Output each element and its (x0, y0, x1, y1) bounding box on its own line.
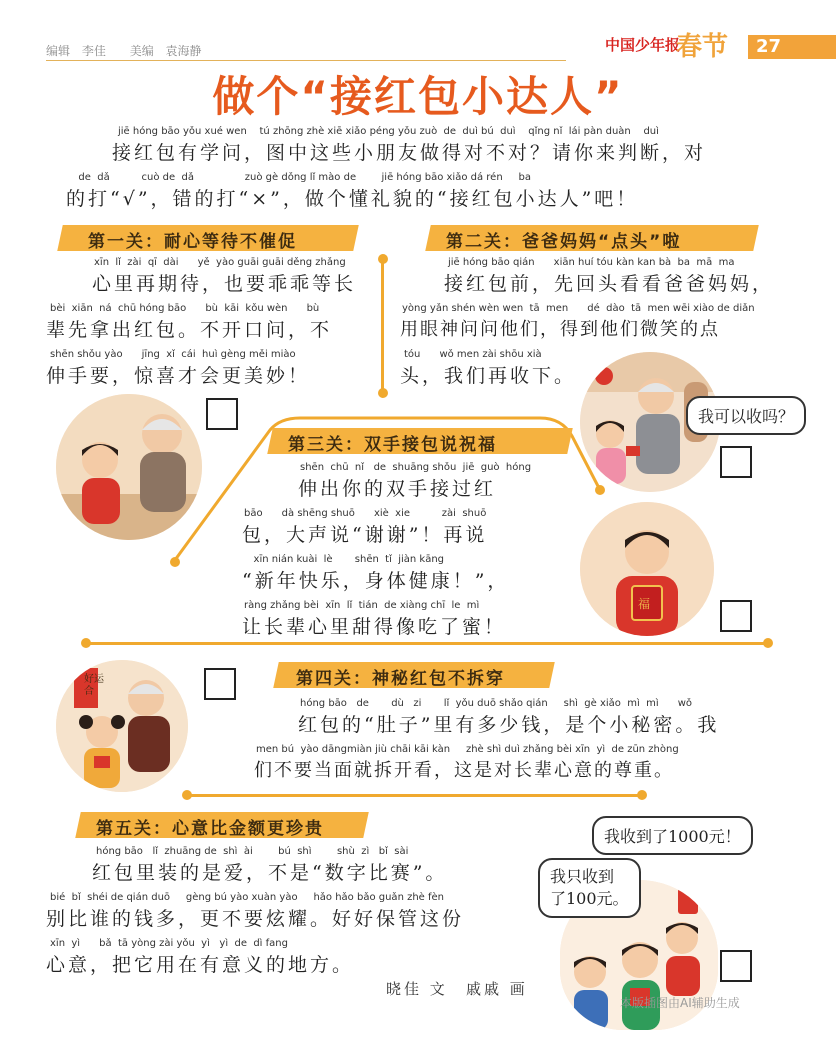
page-number: 27 (756, 36, 782, 57)
bubble-100-line-1: 我只收到 (550, 867, 615, 886)
level4-line-1: 红包的“肚子”里有多少钱，是个小秘密。我 (298, 714, 720, 736)
connector-dot (763, 638, 773, 648)
level3-pinyin-4: ràng zhǎng bèi xīn lǐ tián de xiàng chī le mì (244, 600, 480, 611)
level5-speech-bubble-1000: 我收到了1000元！ (592, 816, 753, 855)
level1-illustration (56, 394, 202, 540)
child-red-envelope-image (580, 502, 714, 636)
divider-line (86, 642, 768, 645)
header-divider (46, 60, 566, 61)
intro-pinyin-1: jiē hóng bāo yǒu xué wen tú zhōng zhè xiē xiǎo péng yǒu zuò de duì bú duì qǐng nǐ lái pàn duàn duì (118, 126, 659, 137)
level1-line-3: 伸手要，惊喜才会更美妙！ (46, 365, 311, 387)
level1-line-2: 辈先拿出红包。不开口问，不 (46, 319, 333, 341)
art-editor-label: 美编 (129, 44, 154, 58)
level2-line-3: 头，我们再收下。 (400, 365, 577, 387)
level1-banner: 第一关：耐心等待不催促 (88, 232, 297, 252)
level5-line-3: 心意，把它用在有意义的地方。 (46, 954, 355, 976)
intro-line-1: 接红包有学问，图中这些小朋友做得对不对？请你来判断，对 (112, 142, 707, 164)
level5-line-1: 红包里装的是爱，不是“数字比赛”。 (92, 862, 448, 884)
level2-line-1: 接红包前，先回头看看爸爸妈妈， (444, 273, 775, 295)
art-editor-name: 袁海静 (165, 44, 202, 58)
author-credit: 晓佳 文 (386, 980, 448, 998)
level3-line-3: “新年快乐，身体健康！”， (242, 570, 510, 592)
level2-line-2: 用眼神问问他们，得到他们微笑的点 (400, 319, 720, 340)
level4-illustration (56, 660, 188, 792)
level3-checkbox[interactable] (720, 600, 752, 632)
level3-pinyin-1: shēn chū nǐ de shuāng shǒu jiē guò hóng (300, 462, 532, 473)
level5-speech-bubble-100 (538, 858, 641, 918)
level4-pinyin-1: hóng bāo de dù zi lǐ yǒu duō shǎo qián shì gè xiǎo mì mì wǒ (300, 698, 693, 709)
brand-logo: 中国少年报 (605, 36, 681, 54)
level5-pinyin-2: bié bǐ shéi de qián duō gèng bú yào xuàn yào hǎo hǎo bǎo guǎn zhè fèn (50, 892, 445, 903)
level1-pinyin-2: bèi xiān ná chū hóng bāo bù kāi kǒu wèn bù (50, 303, 320, 314)
svg-text:福: 福 (638, 597, 651, 611)
level5-checkbox[interactable] (720, 950, 752, 982)
ai-generated-note: 本版插图由AI辅助生成 (620, 996, 740, 1010)
girl-grandpa-image (56, 660, 188, 792)
intro-pinyin-2: de dǎ cuò de dǎ zuò gè dǒng lǐ mào de jiē hóng bāo xiǎo dá rén ba (72, 172, 532, 183)
grandpa-child-image (56, 394, 202, 540)
level5-banner: 第五关：心意比金额更珍贵 (96, 819, 324, 839)
editor-label: 编辑 (46, 44, 71, 58)
divider-line (186, 794, 642, 797)
level2-speech-bubble: 我可以收吗？ (686, 396, 806, 435)
level2-checkbox[interactable] (720, 446, 752, 478)
level1-pinyin-3: shēn shǒu yào jīng xǐ cái huì gèng měi miào (50, 349, 296, 360)
level3-banner: 第三关：双手接包说祝福 (288, 435, 497, 455)
level5-pinyin-3: xīn yì bǎ tā yòng zài yǒu yì yì de dì fang (50, 938, 288, 949)
level1-line-1: 心里再期待，也要乖乖等长 (92, 273, 357, 295)
level4-checkbox[interactable] (204, 668, 236, 700)
level3-illustration (580, 502, 714, 636)
connector-dot (378, 254, 388, 264)
section-name: 春节 (676, 32, 729, 62)
level2-pinyin-2: yòng yǎn shén wèn wen tā men dé dào tā men wēi xiào de diǎn (402, 303, 755, 314)
level4-banner: 第四关：神秘红包不拆穿 (296, 669, 505, 689)
level2-pinyin-1: jiē hóng bāo qián xiān huí tóu kàn kan bà ba mā ma (448, 257, 735, 268)
lucky-sign-text: 好运合 (84, 674, 104, 697)
connector-dot (81, 638, 91, 648)
level3-line-2: 包，大声说“谢谢”！再说 (242, 524, 488, 546)
level4-line-2: 们不要当面就拆开看，这是对长辈心意的尊重。 (254, 760, 674, 781)
editor-credits (46, 42, 210, 59)
level3-pinyin-2: bāo dà shēng shuō xiè xie zài shuō (244, 508, 487, 519)
connector-dot (182, 790, 192, 800)
bubble-100-line-2: 了100元。 (550, 889, 629, 908)
level2-banner: 第二关：爸爸妈妈“点头”啦 (446, 232, 682, 252)
artist-credit: 戚戚 画 (466, 980, 528, 998)
intro-line-2: 的打“√”，错的打“×”，做个懂礼貌的“接红包小达人”吧！ (66, 188, 639, 210)
level5-pinyin-1: hóng bāo lǐ zhuāng de shì ài bú shì shù zì bǐ sài (96, 846, 409, 857)
connector-dot (378, 388, 388, 398)
page-title: 做个“接红包小达人” (212, 72, 624, 121)
level4-pinyin-2: men bú yào dāngmiàn jiù chāi kāi kàn zhè shì duì zhǎng bèi xīn yì de zūn zhòng (256, 744, 679, 755)
level3-line-1: 伸出你的双手接过红 (298, 478, 497, 500)
level2-pinyin-3: tóu wǒ men zài shōu xià (404, 349, 542, 360)
level3-pinyin-3: xīn nián kuài lè shēn tǐ jiàn kāng (244, 554, 445, 565)
level3-line-4: 让长辈心里甜得像吃了蜜！ (242, 616, 507, 638)
editor-name: 李佳 (81, 44, 106, 58)
level5-line-2: 别比谁的钱多，更不要炫耀。好好保管这份 (46, 908, 465, 930)
connector-dot (637, 790, 647, 800)
level1-checkbox[interactable] (206, 398, 238, 430)
level1-pinyin-1: xīn lǐ zài qī dài yě yào guāi guāi děng zhǎng (94, 257, 346, 268)
connector-line (381, 262, 384, 396)
